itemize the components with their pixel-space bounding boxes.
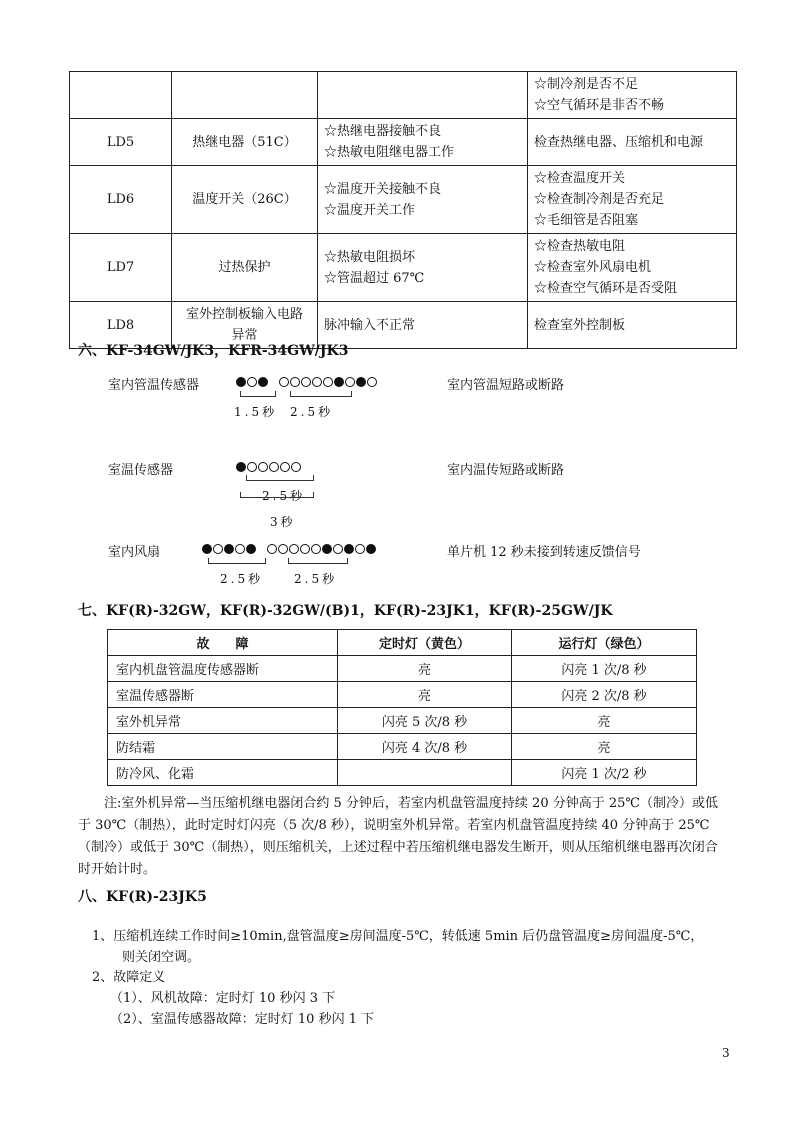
cell-run-lamp: 闪亮 2 次/8 秒: [512, 682, 697, 708]
cell-check-line: ☆毛细管是否阻塞: [534, 213, 639, 228]
timing-label: 2.5秒: [262, 489, 306, 503]
cell-fault-name-line: 热继电器（51C）: [192, 134, 297, 150]
led-off-dot: [235, 544, 245, 554]
led-off-dot: [280, 462, 290, 472]
cell-code: LD5: [70, 119, 172, 166]
cell-check-line: ☆检查制冷剂是否充足: [534, 192, 665, 207]
timing-bracket: [288, 558, 348, 564]
timing-bracket: [290, 391, 352, 397]
pattern-label-pipe-sensor: 室内管温传感器: [108, 378, 200, 393]
sub-item-1: （1）、风机故障：定时灯 10 秒闪 3 下: [110, 991, 336, 1006]
cell-fault-name-line: 异常: [231, 328, 258, 343]
timing-bracket: [240, 492, 314, 498]
led-on-dot: [344, 544, 354, 554]
led-off-dot: [247, 377, 257, 387]
pattern-desc-indoor-fan: 单片机 12 秒未接到转速反馈信号: [447, 545, 641, 560]
led-off-dot: [367, 377, 377, 387]
cell-fault-name-line: 温度开关（26C）: [192, 192, 297, 207]
section-8-title: 八、KF(R)-23JK5: [78, 889, 207, 905]
cell-check-line: ☆检查温度开关: [534, 171, 626, 186]
led-on-dot: [356, 377, 366, 387]
table-row: [70, 166, 737, 234]
cell-cause-line: 脉冲输入不正常: [324, 317, 416, 333]
fault-indicator-table: [107, 629, 697, 786]
cell-fault: 防冷风、化霜: [108, 760, 338, 786]
cell-cause-line: ☆热敏电阻继电器工作: [324, 145, 455, 160]
led-off-dot: [289, 544, 299, 554]
led-off-dot: [311, 544, 321, 554]
header-run-lamp: 运行灯（绿色）: [512, 630, 697, 656]
cell-fault-name: [172, 166, 318, 234]
cell-check: [528, 119, 737, 166]
cell-check-line: ☆检查空气循环是否受阻: [534, 281, 678, 296]
led-off-dot: [279, 377, 289, 387]
section-6-title: 六、KF-34GW/JK3，KFR-34GW/JK3: [78, 343, 349, 359]
led-off-dot: [278, 544, 288, 554]
cell-timer-lamp: 亮: [338, 656, 512, 682]
item-1-line-2: 则关闭空调。: [122, 950, 201, 965]
led-off-dot: [291, 462, 301, 472]
fault-table-top: [69, 71, 737, 349]
item-2: 2、故障定义: [92, 970, 166, 985]
cell-code: LD8: [70, 302, 172, 349]
timing-bracket: [208, 558, 266, 564]
led-off-dot: [312, 377, 322, 387]
cell-timer-lamp: 闪亮 5 次/8 秒: [338, 708, 512, 734]
led-pattern-pipe-sensor: [236, 374, 378, 389]
timing-bracket: [240, 391, 276, 397]
led-off-dot: [247, 462, 257, 472]
led-on-dot: [236, 462, 246, 472]
cell-cause-line: ☆管温超过 67℃: [324, 270, 425, 286]
timing-bracket: [246, 475, 314, 481]
header-timer-lamp: 定时灯（黄色）: [338, 630, 512, 656]
cell-cause: [318, 72, 528, 119]
pattern-desc-pipe-sensor: 室内管温短路或断路: [447, 378, 565, 393]
cell-check: [528, 166, 737, 234]
timing-label: 2.5秒: [294, 572, 338, 586]
cell-check: [528, 302, 737, 349]
led-off-dot: [300, 544, 310, 554]
led-on-dot: [236, 377, 246, 387]
cell-cause: [318, 166, 528, 234]
pattern-label-room-sensor: 室温传感器: [108, 463, 174, 478]
led-on-dot: [322, 544, 332, 554]
cell-fault-name: [172, 72, 318, 119]
table-row: [108, 734, 697, 760]
led-off-dot: [333, 544, 343, 554]
cell-cause-line: ☆温度开关工作: [324, 202, 416, 218]
table-row: [108, 682, 697, 708]
section-7-title: 七、KF(R)-32GW，KF(R)-32GW/(B)1，KF(R)-23JK1，KF(R)-25GW/JK: [78, 603, 613, 619]
cell-cause-line: ☆热敏电阻损坏: [324, 249, 416, 265]
pattern-label-indoor-fan: 室内风扇: [108, 545, 161, 560]
cell-run-lamp: 亮: [512, 708, 697, 734]
table-row: [70, 234, 737, 302]
item-1-line-1: 1、压缩机连续工作时间≥10min,盘管温度≥房间温度-5℃，转低速 5min 后仍盘管温度≥房间温度-5℃，: [92, 929, 704, 944]
cell-check-line: ☆检查热敏电阻: [534, 239, 626, 254]
cell-run-lamp: 亮: [512, 734, 697, 760]
led-off-dot: [345, 377, 355, 387]
cell-cause: [318, 302, 528, 349]
led-on-dot: [202, 544, 212, 554]
cell-fault: 室外机异常: [108, 708, 338, 734]
cell-check: [528, 72, 737, 119]
led-off-dot: [290, 377, 300, 387]
cell-fault: 室温传感器断: [108, 682, 338, 708]
header-fault: 故 障: [108, 630, 338, 656]
cell-cause-line: ☆热继电器接触不良: [324, 124, 442, 139]
cell-fault-name: [172, 234, 318, 302]
table-header-row: [108, 630, 697, 656]
section-7-note: 注:室外机异常—当压缩机继电器闭合约 5 分钟后，若室内机盘管温度持续 20 分钟高于 25℃（制冷）或低于 30℃（制热），此时定时灯闪亮（5 次/8 秒），说明室外机异常。若室内机盘管温度持续 40 分钟高于 25℃（制冷）或低于 30℃（制热），则压缩机关，上述过程中若压缩机继电器发生断开，则从压缩机继电器再次闭合时开始计时。: [78, 796, 718, 877]
timing-label: 1.5秒: [234, 405, 278, 419]
cell-check-line: ☆空气循环是非否不畅: [534, 98, 665, 113]
sub-item-2: （2）、室温传感器故障：定时灯 10 秒闪 1 下: [110, 1012, 375, 1027]
led-off-dot: [269, 462, 279, 472]
led-off-dot: [323, 377, 333, 387]
timing-label: 2.5秒: [220, 572, 264, 586]
cell-check-line: 检查室外控制板: [534, 317, 626, 333]
led-on-dot: [246, 544, 256, 554]
cell-fault-name-line: 过热保护: [218, 260, 271, 275]
led-off-dot: [213, 544, 223, 554]
led-off-dot: [355, 544, 365, 554]
cell-fault: 室内机盘管温度传感器断: [108, 656, 338, 682]
led-on-dot: [334, 377, 344, 387]
pattern-desc-room-sensor: 室内温传短路或断路: [447, 463, 565, 478]
table-row: [70, 119, 737, 166]
timing-label: 2.5秒: [290, 405, 334, 419]
cell-cause: [318, 234, 528, 302]
cell-code: [70, 72, 172, 119]
cell-code: LD6: [70, 166, 172, 234]
cell-check: [528, 234, 737, 302]
table-row: [108, 760, 697, 786]
table-row: [108, 656, 697, 682]
led-off-dot: [301, 377, 311, 387]
cell-cause: [318, 119, 528, 166]
led-on-dot: [366, 544, 376, 554]
cell-run-lamp: 闪亮 1 次/2 秒: [512, 760, 697, 786]
led-off-dot: [267, 544, 277, 554]
cell-run-lamp: 闪亮 1 次/8 秒: [512, 656, 697, 682]
cell-code: LD7: [70, 234, 172, 302]
cell-timer-lamp: 闪亮 4 次/8 秒: [338, 734, 512, 760]
cell-check-line: ☆检查室外风扇电机: [534, 260, 652, 275]
led-pattern-indoor-fan: [202, 541, 377, 556]
cell-fault: 防结霜: [108, 734, 338, 760]
cell-timer-lamp: 亮: [338, 682, 512, 708]
cell-fault-name-line: 室外控制板输入电路: [185, 307, 303, 322]
led-pattern-room-sensor: [236, 459, 302, 474]
page-number: 3: [722, 1046, 730, 1060]
cell-fault-name: [172, 119, 318, 166]
timing-label: 3秒: [270, 515, 296, 529]
table-row: [70, 72, 737, 119]
cell-timer-lamp: [338, 760, 512, 786]
cell-cause-line: ☆温度开关接触不良: [324, 181, 442, 197]
table-row: [108, 708, 697, 734]
cell-check-line: ☆制冷剂是否不足: [534, 77, 639, 92]
cell-check-line: 检查热继电器、压缩机和电源: [534, 134, 704, 150]
led-off-dot: [258, 462, 268, 472]
led-on-dot: [258, 377, 268, 387]
led-on-dot: [224, 544, 234, 554]
